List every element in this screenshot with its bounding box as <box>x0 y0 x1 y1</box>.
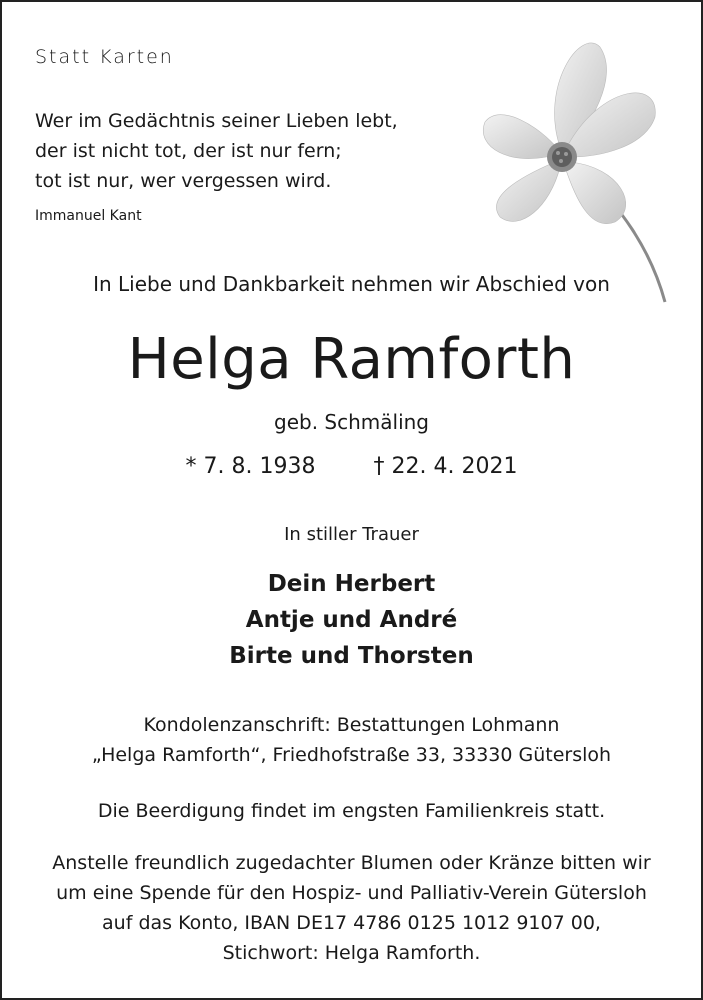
quote-line: der ist nicht tot, der ist nur fern; <box>35 140 342 162</box>
mourner-name: Birte und Thorsten <box>229 643 474 669</box>
donation-line: Stichwort: Helga Ramforth. <box>222 942 481 964</box>
funeral-notice: Die Beerdigung findet im engsten Familienkreis statt. <box>97 800 606 822</box>
birth-date: * 7. 8. 1938 <box>185 454 316 479</box>
donation-line: um eine Spende für den Hospiz- und Palliativ-Verein Gütersloh <box>56 882 647 904</box>
statt-karten-label: Statt Karten <box>35 46 174 68</box>
mourner-name: Antje und André <box>245 607 458 633</box>
birth-name: geb. Schmäling <box>274 410 429 434</box>
quote-line: Wer im Gedächtnis seiner Lieben lebt, <box>35 110 398 132</box>
donation-line: Anstelle freundlich zugedachter Blumen oder Kränze bitten wir <box>52 852 651 874</box>
address-line: Kondolenzanschrift: Bestattungen Lohmann <box>143 714 560 736</box>
intro-text: In Liebe und Dankbarkeit nehmen wir Abschied von <box>93 272 610 296</box>
mourner-name: Dein Herbert <box>267 571 436 597</box>
quote-line: tot ist nur, wer vergessen wird. <box>35 170 332 192</box>
quote-author: Immanuel Kant <box>35 208 142 224</box>
donation-line: auf das Konto, IBAN DE17 4786 0125 1012 9107 00, <box>102 912 601 934</box>
quote-block <box>35 106 398 196</box>
mourners-list <box>2 566 701 674</box>
condolence-address <box>2 710 701 770</box>
life-dates <box>2 454 701 479</box>
cosmos-flower-icon <box>460 17 675 307</box>
deceased-name: Helga Ramforth <box>127 327 576 392</box>
address-line: „Helga Ramforth“, Friedhofstraße 33, 33330 Gütersloh <box>91 744 612 766</box>
death-date: † 22. 4. 2021 <box>373 454 518 479</box>
mourning-label: In stiller Trauer <box>284 524 419 545</box>
donation-request <box>2 848 701 968</box>
